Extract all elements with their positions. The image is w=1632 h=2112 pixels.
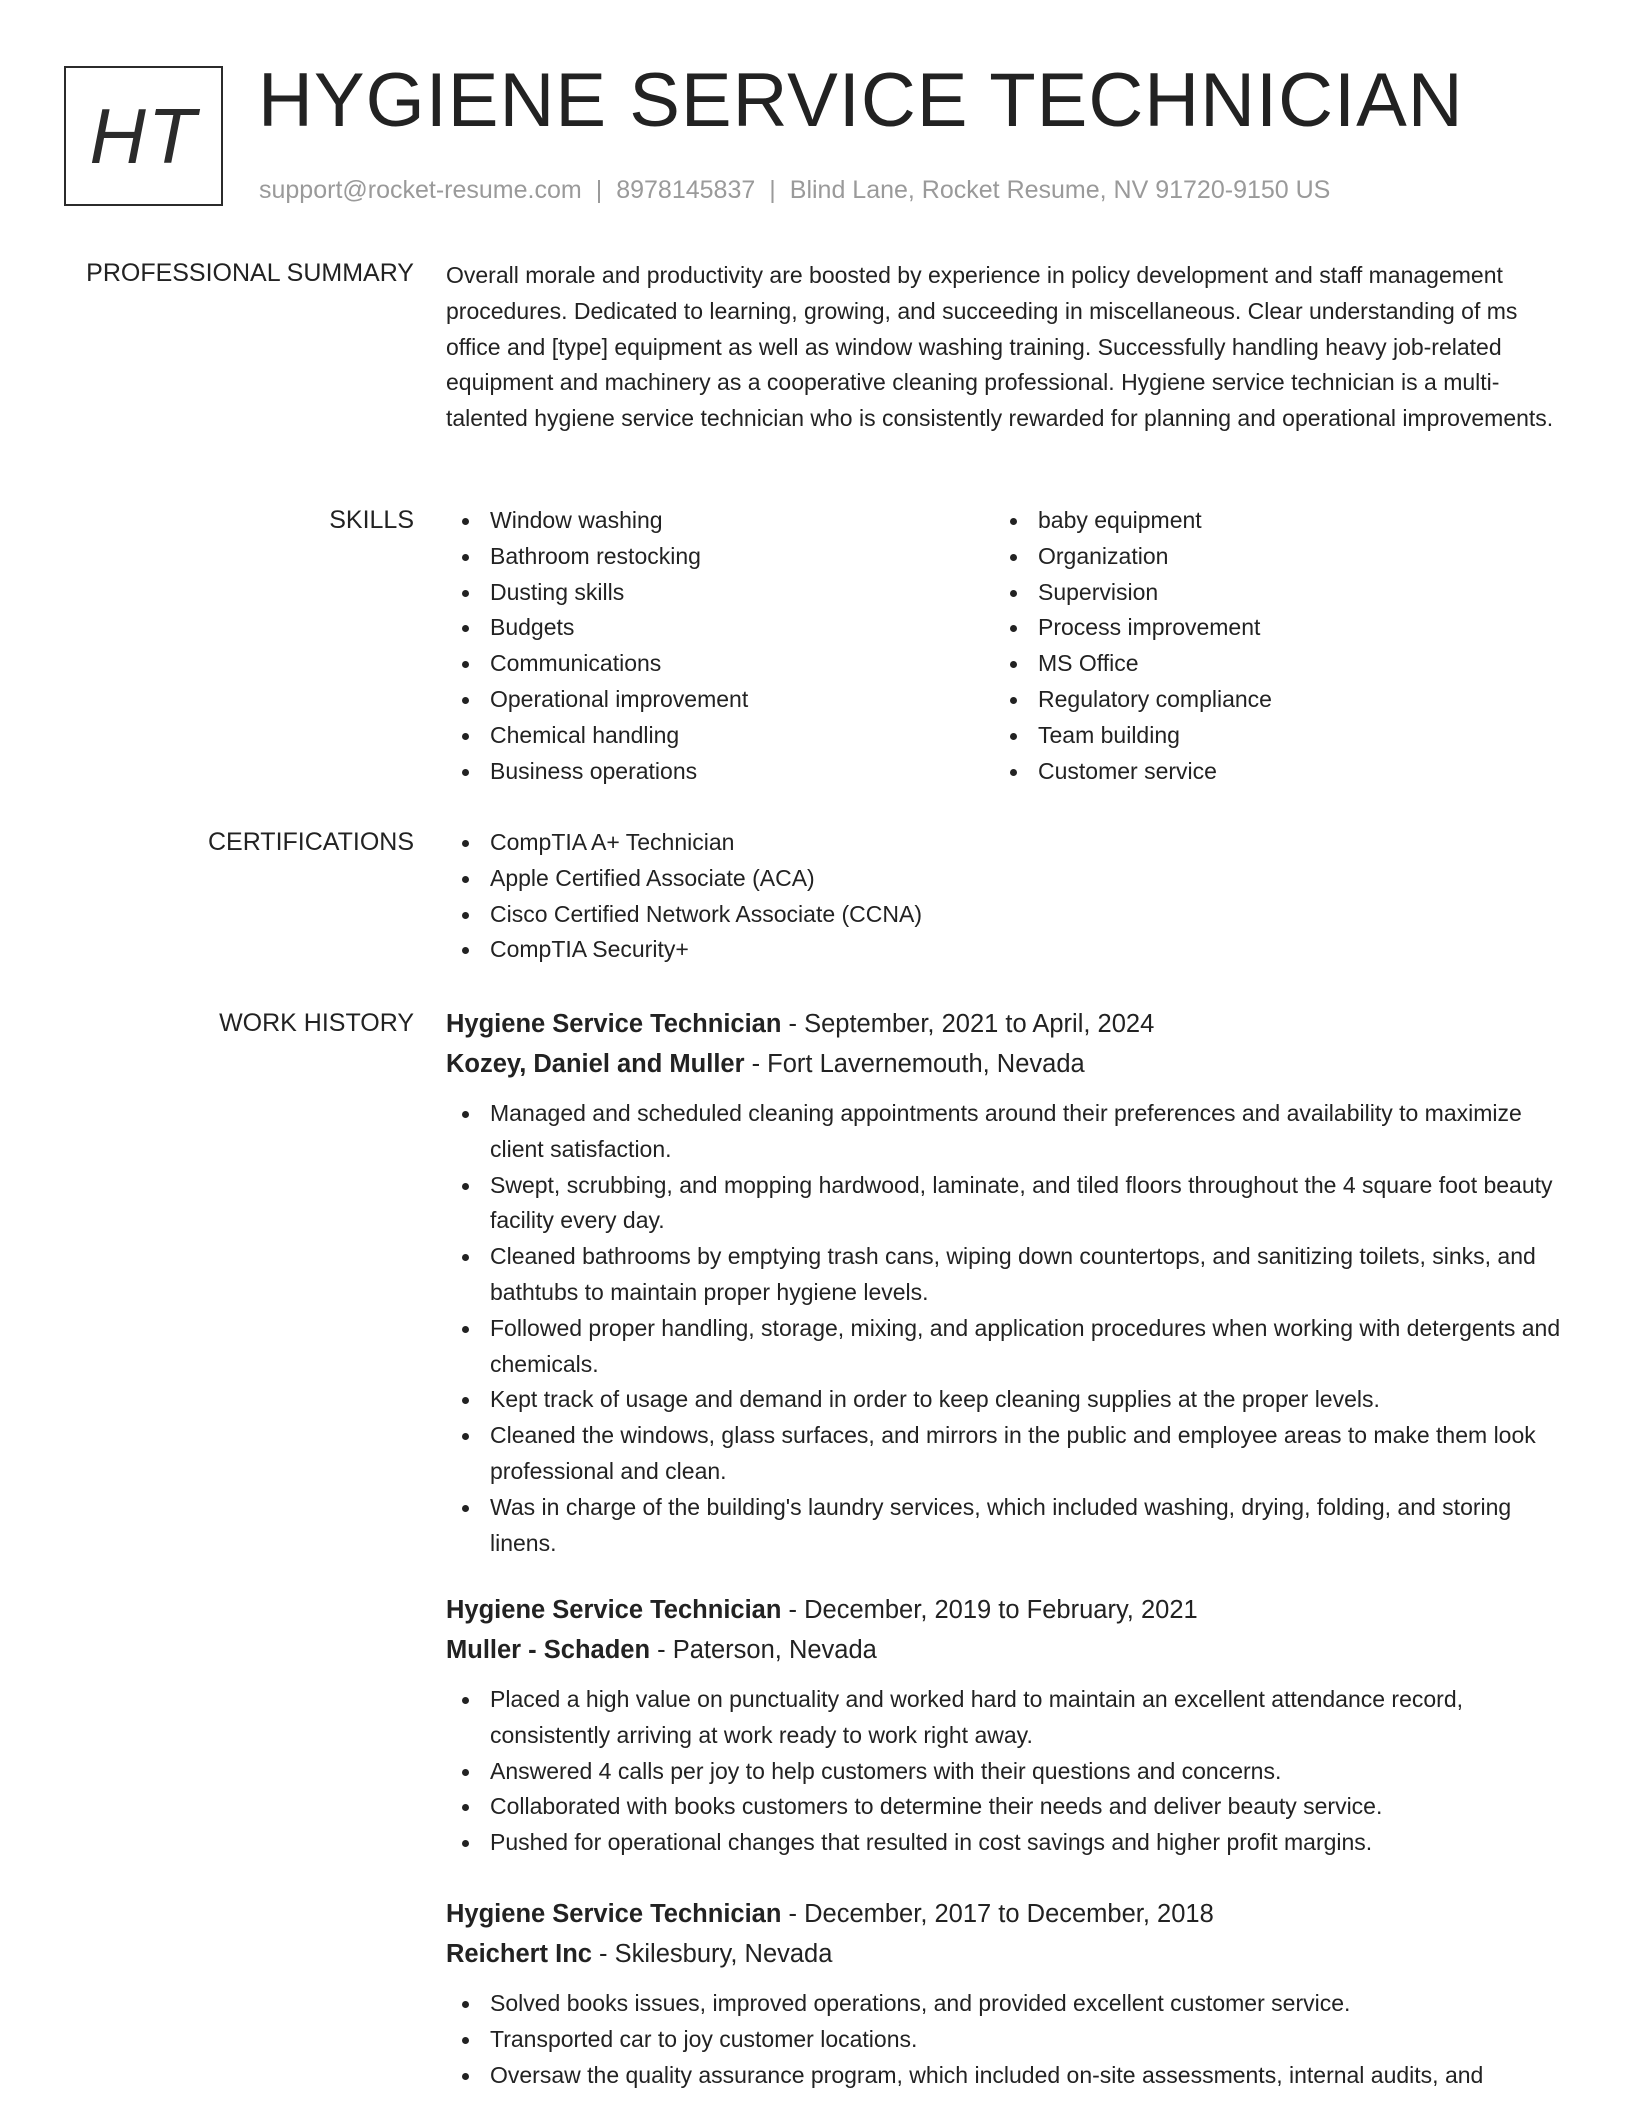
contact-line bbox=[259, 174, 1330, 206]
certification-item: CompTIA Security+ bbox=[446, 932, 1571, 968]
contact-separator: | bbox=[769, 176, 776, 204]
job-heading bbox=[446, 1894, 1571, 1934]
company-name: Reichert Inc bbox=[446, 1940, 592, 1968]
duty-item: Pushed for operational changes that resulted in cost savings and higher profit margins. bbox=[446, 1825, 1571, 1861]
skill-item: Chemical handling bbox=[446, 718, 994, 754]
duty-item: Swept, scrubbing, and mopping hardwood, laminate, and tiled floors throughout the 4 square foot beauty facility every day. bbox=[446, 1168, 1571, 1240]
certification-item: Apple Certified Associate (ACA) bbox=[446, 861, 1571, 897]
section-title-work-history: WORK HISTORY bbox=[219, 1009, 414, 1037]
skill-item: baby equipment bbox=[994, 503, 1542, 539]
duty-item: Answered 4 calls per joy to help customers with their questions and concerns. bbox=[446, 1754, 1571, 1790]
job-duties bbox=[446, 1096, 1571, 1561]
section-title-summary: PROFESSIONAL SUMMARY bbox=[86, 259, 414, 287]
job-duties bbox=[446, 1986, 1571, 2093]
company-name: Muller - Schaden bbox=[446, 1636, 651, 1664]
certification-item: CompTIA A+ Technician bbox=[446, 825, 1571, 861]
job-employer bbox=[446, 1630, 1571, 1670]
skill-item: Supervision bbox=[994, 575, 1542, 611]
skill-item: Dusting skills bbox=[446, 575, 994, 611]
skills-column-1 bbox=[446, 503, 994, 789]
job-title: Hygiene Service Technician bbox=[446, 1010, 782, 1038]
skill-item: Operational improvement bbox=[446, 682, 994, 718]
certification-item: Cisco Certified Network Associate (CCNA) bbox=[446, 897, 1571, 933]
duty-item: Kept track of usage and demand in order to keep cleaning supplies at the proper levels. bbox=[446, 1382, 1571, 1418]
summary-text: Overall morale and productivity are boosted by experience in policy development and staff management procedures. Dedicated to learning, growing, and succeeding in miscellaneous. Clear understanding of ms office and [type] equipment as well as window washing training. Successfully handling heavy job-related equipment and machinery as a cooperative cleaning professional. Hygiene service technician is a multi-talented hygiene service technician who is consistently rewarded for planning and operational improvements. bbox=[446, 262, 1554, 432]
skill-item: Customer service bbox=[994, 754, 1542, 790]
section-title-skills: SKILLS bbox=[329, 506, 414, 534]
skills-body bbox=[446, 503, 1571, 789]
skill-item: Process improvement bbox=[994, 610, 1542, 646]
job-entry bbox=[446, 1894, 1571, 2093]
job-duties bbox=[446, 1682, 1571, 1861]
job-entry bbox=[446, 1590, 1571, 1861]
company-name: Kozey, Daniel and Muller bbox=[446, 1050, 745, 1078]
summary-body bbox=[446, 258, 1571, 437]
job-heading bbox=[446, 1590, 1571, 1630]
job-dates: - December, 2017 to December, 2018 bbox=[781, 1900, 1214, 1928]
duty-item: Placed a high value on punctuality and worked hard to maintain an excellent attendance record, consistently arriving at work ready to work right away. bbox=[446, 1682, 1571, 1754]
section-title-certifications: CERTIFICATIONS bbox=[207, 828, 414, 856]
candidate-name: HYGIENE SERVICE TECHNICIAN bbox=[258, 58, 1464, 143]
job-employer bbox=[446, 1044, 1571, 1084]
contact-phone[interactable]: 8978145837 bbox=[616, 176, 756, 204]
skill-item: Regulatory compliance bbox=[994, 682, 1542, 718]
contact-address: Blind Lane, Rocket Resume, NV 91720-9150 US bbox=[789, 176, 1331, 204]
job-title: Hygiene Service Technician bbox=[446, 1596, 782, 1624]
duty-item: Collaborated with books customers to determine their needs and deliver beauty service. bbox=[446, 1789, 1571, 1825]
contact-separator: | bbox=[595, 176, 603, 204]
duty-item: Transported car to joy customer locations. bbox=[446, 2022, 1571, 2058]
skill-item: Business operations bbox=[446, 754, 994, 790]
company-location: - Skilesbury, Nevada bbox=[591, 1940, 833, 1968]
duty-item: Cleaned the windows, glass surfaces, and mirrors in the public and employee areas to make them look professional and clean. bbox=[446, 1418, 1571, 1490]
duty-item: Oversaw the quality assurance program, which included on-site assessments, internal audits, and bbox=[446, 2058, 1571, 2094]
duty-item: Was in charge of the building's laundry services, which included washing, drying, folding, and storing linens. bbox=[446, 1490, 1571, 1562]
company-location: - Paterson, Nevada bbox=[650, 1636, 877, 1664]
certifications-list bbox=[446, 825, 1571, 968]
skill-item: MS Office bbox=[994, 646, 1542, 682]
job-dates: - September, 2021 to April, 2024 bbox=[781, 1010, 1155, 1038]
job-heading bbox=[446, 1004, 1571, 1044]
skill-item: Budgets bbox=[446, 610, 994, 646]
job-dates: - December, 2019 to February, 2021 bbox=[781, 1596, 1198, 1624]
duty-item: Solved books issues, improved operations, and provided excellent customer service. bbox=[446, 1986, 1571, 2022]
contact-email[interactable]: support@rocket-resume.com bbox=[259, 176, 582, 204]
company-location: - Fort Lavernemouth, Nevada bbox=[744, 1050, 1085, 1078]
duty-item: Cleaned bathrooms by emptying trash cans, wiping down countertops, and sanitizing toilets, sinks, and bathtubs to maintain proper hygiene levels. bbox=[446, 1239, 1571, 1311]
job-title: Hygiene Service Technician bbox=[446, 1900, 782, 1928]
monogram-badge: HT bbox=[64, 66, 223, 206]
skill-item: Bathroom restocking bbox=[446, 539, 994, 575]
certifications-body bbox=[446, 825, 1571, 968]
skill-item: Team building bbox=[994, 718, 1542, 754]
job-employer bbox=[446, 1934, 1571, 1974]
skill-item: Window washing bbox=[446, 503, 994, 539]
job-entry bbox=[446, 1004, 1571, 1561]
skill-item: Communications bbox=[446, 646, 994, 682]
duty-item: Managed and scheduled cleaning appointments around their preferences and availability to maximize client satisfaction. bbox=[446, 1096, 1571, 1168]
duty-item: Followed proper handling, storage, mixing, and application procedures when working with detergents and chemicals. bbox=[446, 1311, 1571, 1383]
skills-column-2 bbox=[994, 503, 1542, 789]
skill-item: Organization bbox=[994, 539, 1542, 575]
